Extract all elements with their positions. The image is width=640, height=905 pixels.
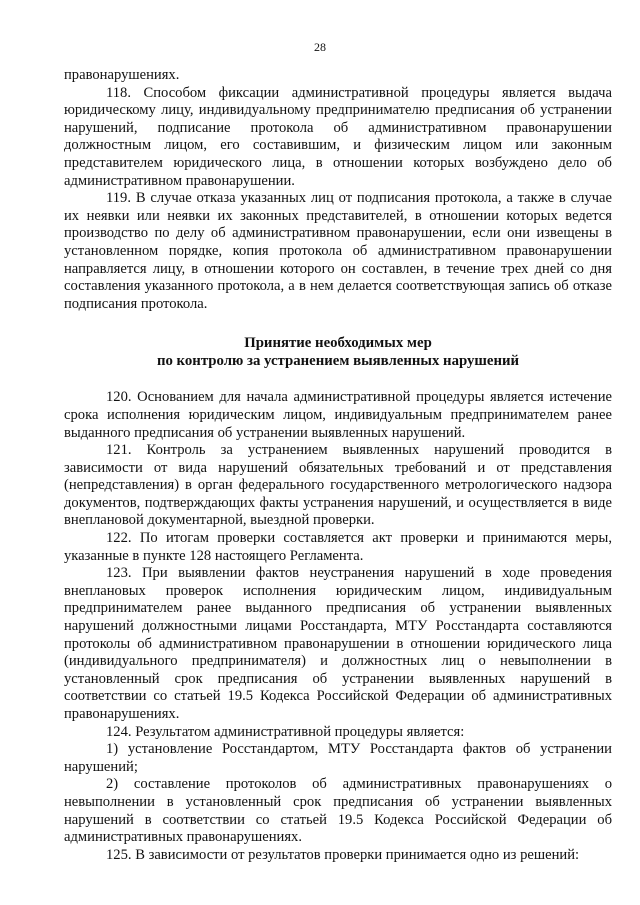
list-item-1: 1) установление Росстандартом, МТУ Росстандарта фактов об устранении нарушений; — [64, 741, 612, 775]
paragraph-123: 123. При выявлении фактов неустранения нарушений в ходе проведения внеплановых проверок исполнения юридическим лицом, индивидуальным предпринимателем ранее выданного предписания об устранении выявленных нарушений должностными лицами Росстандарта, МТУ Росстандарта составляются протоколы об административном правонарушении в отношении юридического лица (индивидуального предпринимателя) и должностных лиц о невыполнении в установленный срок предписания об устранении выявленных нарушений в соответствии со статьей 19.5 Кодекса Российской Федерации об административных правонарушениях. — [64, 565, 612, 722]
document-body — [64, 67, 612, 864]
paragraph-118: 118. Способом фиксации административной процедуры является выдача юридическому лицу, индивидуальному предпринимателю предписания об устранении нарушений, подписание протокола об административном правонарушении должностным лицом, его составившим, и физическим лицом или законным представителем юридического лица, в отношении которых возбуждено дело об административном правонарушении. — [64, 84, 612, 189]
paragraph-125: 125. В зависимости от результатов проверки принимается одно из решений: — [106, 846, 580, 863]
section-heading — [64, 334, 612, 370]
paragraph-119: 119. В случае отказа указанных лиц от подписания протокола, а также в случае их неявки или неявки их законных представителей, в отношении которых ведется производство по делу об административном правонарушении, если они извещены в установленном порядке, копия протокола об административном правонарушении направляется лицу, в отношении которого он составлен, в течение трех дней со дня составления указанного протокола, а в нем делается соответствующая запись об отказе подписания протокола. — [64, 190, 612, 312]
paragraph-122: 122. По итогам проверки составляется акт проверки и принимаются меры, указанные в пункте 128 настоящего Регламента. — [64, 530, 612, 564]
paragraph-120: 120. Основанием для начала административной процедуры является истечение срока исполнения юридическим лицом, индивидуальным предпринимателем ранее выданного предписания об устранении выявленных нарушений. — [64, 389, 612, 441]
paragraph-continuation: правонарушениях. — [64, 67, 180, 83]
list-item-2: 2) составление протоколов об административных правонарушениях о невыполнении в установленный срок предписания об устранении выявленных нарушений в соответствии со статьей 19.5 Кодекса Российской Федерации об административных правонарушениях. — [64, 776, 612, 846]
section-heading-line-1: Принятие необходимых мер — [244, 335, 432, 352]
page-number: 28 — [314, 40, 326, 54]
section-heading-line-2: по контролю за устранением выявленных нарушений — [156, 353, 520, 370]
paragraph-124: 124. Результатом административной процедуры является: — [106, 723, 465, 740]
paragraph-121: 121. Контроль за устранением выявленных нарушений проводится в зависимости от вида нарушений обязательных требований и от представления (непредставления) в орган федерального государственного метрологического надзора документов, подтверждающих факты устранения нарушений, и осуществляется в виде внеплановой документарной, выездной проверки. — [64, 442, 612, 529]
